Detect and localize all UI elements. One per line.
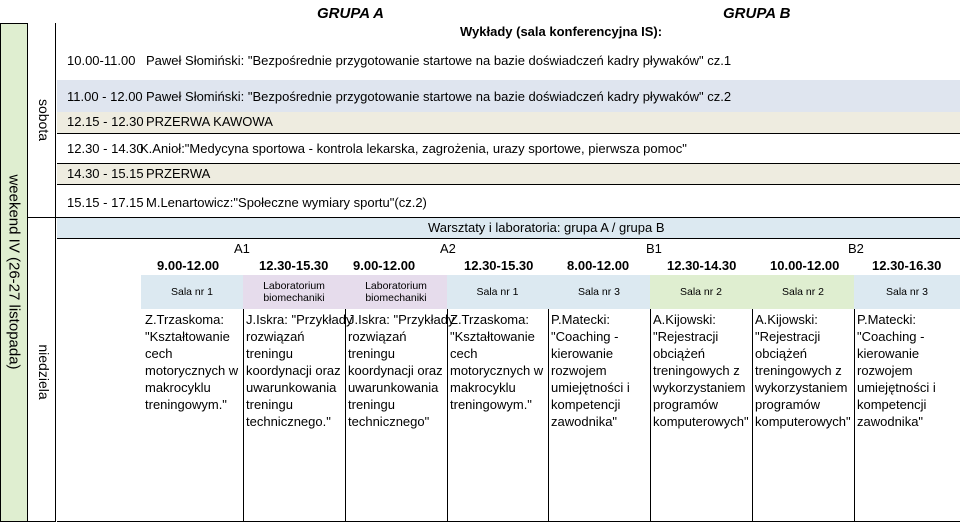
workshops-title: Warsztaty i laboratoria: grupa A / grupa B [428, 220, 665, 235]
time-row-1: 10.00-11.00 [67, 53, 136, 68]
sunday-label: niedziela [36, 344, 52, 400]
session-b1-1: P.Matecki: "Coaching - kierowanie rozwojem umiejętności i kompetencji zawodnika" [551, 312, 630, 429]
time-a1-2: 12.30-15.30 [259, 258, 329, 273]
session-b2-2: P.Matecki: "Coaching - kierowanie rozwojem umiejętności i kompetencji zawodnika" [857, 312, 936, 429]
weekend-label: weekend IV (26-27 listopada) [5, 174, 23, 370]
group-b-header: GRUPA B [723, 5, 791, 22]
time-row-2: 11.00 - 12.00 [67, 89, 143, 104]
lecture-row-1: Paweł Słomiński: "Bezpośrednie przygotowanie startowe na bazie doświadczeń kadry pływaków" cz.1 [146, 53, 732, 68]
time-a1-1: 9.00-12.00 [157, 258, 220, 273]
group-b1: B1 [646, 241, 662, 256]
lectures-title: Wykłady (sala konferencyjna IS): [460, 24, 663, 39]
session-b2-1: A.Kijowski: "Rejestracji obciążeń treningowych z wykorzystaniem programów komputerowych" [755, 312, 851, 429]
room-cell-6: Sala nr 2 [650, 275, 752, 309]
group-a1: A1 [234, 241, 250, 256]
lecture-row-4: K.Anioł:"Medycyna sportowa - kontrola lekarska, zagrożenia, urazy sportowe, pierwsza pomoc" [140, 141, 687, 156]
lecture-row-6: M.Lenartowicz:"Społeczne wymiary sportu"(cz.2) [146, 195, 427, 210]
session-a2-1: J.Iskra: "Przykłady rozwiązań treningu koordynacji oraz uwarunkowania treningu technicznego" [348, 312, 455, 429]
time-b2-1: 10.00-12.00 [770, 258, 840, 273]
lecture-row-3: PRZERWA KAWOWA [146, 114, 273, 129]
time-b1-2: 12.30-14.30 [667, 258, 737, 273]
session-b1-2: A.Kijowski: "Rejestracji obciążeń treningowych z wykorzystaniem programów komputerowych" [653, 312, 749, 429]
session-a1-2: J.Iskra: "Przykłady rozwiązań treningu koordynacji oraz uwarunkowania treningu technicznego." [246, 312, 353, 429]
room-cell-5: Sala nr 3 [548, 275, 650, 309]
room-cell-3: Laboratorium biomechaniki [345, 275, 447, 309]
time-b1-1: 8.00-12.00 [567, 258, 630, 273]
time-row-5: 14.30 - 15.15 [67, 166, 144, 181]
lecture-row-2: Paweł Słomiński: "Bezpośrednie przygotowanie startowe na bazie doświadczeń kadry pływaków" cz.2 [146, 89, 732, 104]
time-a2-1: 9.00-12.00 [353, 258, 416, 273]
room-cell-2: Laboratorium biomechaniki [243, 275, 345, 309]
time-b2-2: 12.30-16.30 [872, 258, 942, 273]
group-b2: B2 [848, 241, 864, 256]
time-row-6: 15.15 - 17.15 [67, 195, 144, 210]
room-cell-4: Sala nr 1 [447, 275, 548, 309]
time-a2-2: 12.30-15.30 [464, 258, 534, 273]
time-row-3: 12.15 - 12.30 [67, 114, 144, 129]
room-cell-7: Sala nr 2 [752, 275, 854, 309]
group-a-header: GRUPA A [317, 5, 384, 22]
day-column [28, 23, 56, 522]
room-cell-8: Sala nr 3 [854, 275, 960, 309]
session-a1-1: Z.Trzaskoma: "Kształtowanie cech motorycznych w makrocyklu treningowym." [145, 312, 239, 412]
saturday-label: sobota [36, 98, 52, 142]
lecture-row-5: PRZERWA [146, 166, 211, 181]
room-cell-1: Sala nr 1 [141, 275, 243, 309]
time-row-4: 12.30 - 14.30 [67, 141, 144, 156]
group-a2: A2 [440, 241, 456, 256]
session-a2-2: Z.Trzaskoma: "Kształtowanie cech motorycznych w makrocyklu treningowym." [450, 312, 544, 412]
